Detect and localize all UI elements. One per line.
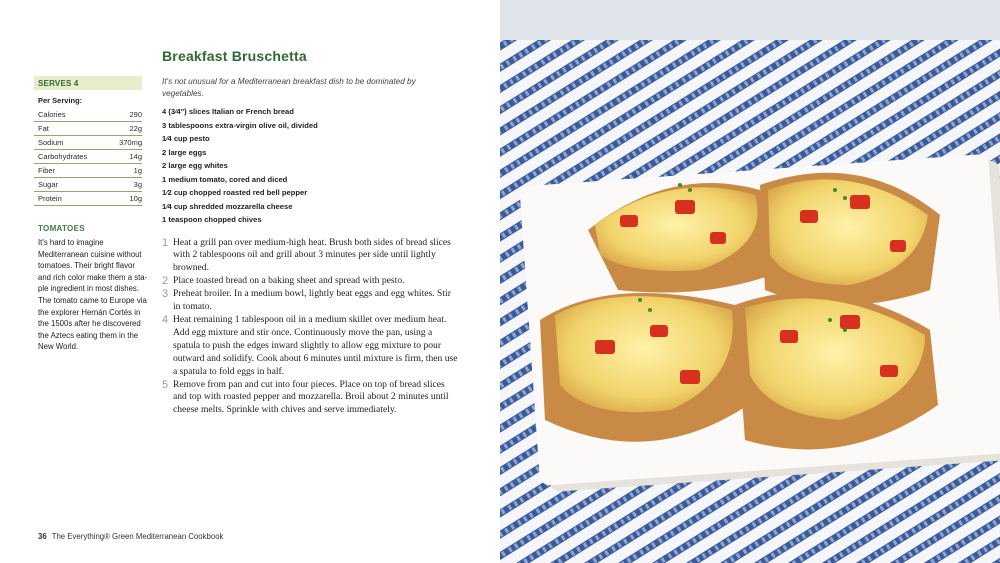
ingredient-item: 1 medium tomato, cored and diced: [162, 174, 288, 184]
ingredient-item: 3 tablespoons extra-virgin olive oil, divided: [162, 120, 318, 130]
ingredient-item: 1 teaspoon chopped chives: [162, 215, 262, 224]
tip-body: It's hard to imagine Mediterranean cuisine without tomatoes. Their bright flavor and rich color make them a sta-ple ingredient in most dishes. The tomato came to Europe via the explorer Hernán Cortés in the 1500s after he discovered the Aztecs eating them in the New World.: [38, 238, 148, 352]
nutrient-label: Carbohydrates: [38, 152, 88, 161]
nutrient-label: Fiber: [38, 166, 56, 175]
nutrient-label: Sugar: [38, 180, 59, 189]
step-item: [162, 275, 462, 288]
tip-sidebar: [38, 224, 148, 353]
nutrient-value: 370mg: [119, 138, 142, 147]
bruschetta-photo-illustration: [500, 0, 1000, 563]
nutrient-value: 10g: [129, 194, 142, 203]
nutrition-row: [34, 136, 142, 150]
step-item: [162, 314, 462, 379]
nutrition-row: [34, 192, 142, 206]
step-text: Place toasted bread on a baking sheet and spread with pesto.: [173, 275, 405, 287]
page-footer: [38, 532, 223, 541]
ingredient-item: 1⁄4 cup pesto: [162, 134, 210, 143]
nutrition-row: [34, 150, 142, 164]
nutrition-table: [34, 108, 142, 206]
step-text: Preheat broiler. In a medium bowl, lightly beat eggs and egg whites. Stir in tomato.: [173, 288, 451, 313]
nutrient-label: Calories: [38, 110, 66, 119]
nutrient-label: Sodium: [38, 138, 64, 147]
ingredient-item: 1⁄2 cup chopped roasted red bell pepper: [162, 188, 308, 197]
book-title: The Everything® Green Mediterranean Cookbook: [51, 532, 224, 541]
step-text: Remove from pan and cut into four pieces. Place on top of bread slices and top with roasted pepper and mozzarella. Broil about 2 minutes until cheese melts. Sprinkle with chives and serve immediately.: [173, 378, 449, 416]
per-serving-label: Per Serving:: [38, 96, 83, 105]
step-list: [162, 237, 462, 418]
recipe-intro: It's not unusual for a Mediterranean breakfast dish to be dominated by vegetables.: [162, 77, 416, 98]
nutrient-value: 290: [129, 110, 142, 119]
nutrient-value: 3g: [133, 180, 142, 189]
nutrient-value: 1g: [133, 166, 142, 175]
nutrition-box: [34, 76, 142, 206]
nutrient-value: 14g: [129, 152, 142, 161]
nutrition-row: [34, 122, 142, 136]
step-text: Heat a grill pan over medium-high heat. Brush both sides of bread slices with 2 tablespoons oil and grill about 3 minutes per side until lightly browned.: [173, 236, 451, 274]
nutrition-row: [34, 178, 142, 192]
recipe-title: Breakfast Bruschetta: [162, 48, 307, 64]
ingredient-item: 2 large egg whites: [162, 161, 228, 170]
ingredient-item: 4 (3⁄4") slices Italian or French bread: [162, 107, 294, 116]
step-number: 4: [162, 314, 169, 327]
nutrition-row: [34, 108, 142, 122]
ingredient-list: [162, 105, 462, 227]
page-number: 36: [38, 532, 47, 541]
step-item: [162, 288, 462, 314]
nutrition-row: [34, 164, 142, 178]
ingredient-item: 1⁄4 cup shredded mozzarella cheese: [162, 201, 293, 211]
recipe-main: [162, 48, 462, 427]
step-text: Heat remaining 1 tablespoon oil in a medium skillet over medium heat. Add egg mixture and stir once. Continuously move the pan, using a spatula to push the edges inward slightly to allow egg mixture to pour outward and solidify. Cook about 6 minutes until mixture is firm, then use a spatula to fold eggs in half.: [173, 314, 458, 377]
step-number: 3: [162, 288, 169, 301]
tip-title: TOMATOES: [38, 224, 85, 233]
step-number: 1: [162, 236, 169, 249]
nutrient-label: Fat: [38, 124, 49, 133]
serves-label: SERVES 4: [34, 76, 142, 90]
step-number: 5: [162, 378, 169, 391]
step-item: [162, 237, 462, 276]
food-photo: [500, 0, 1000, 563]
nutrient-value: 22g: [129, 124, 142, 133]
step-number: 2: [162, 275, 169, 288]
ingredient-item: 2 large eggs: [162, 147, 207, 157]
step-item: [162, 379, 462, 418]
nutrient-label: Protein: [38, 194, 62, 203]
